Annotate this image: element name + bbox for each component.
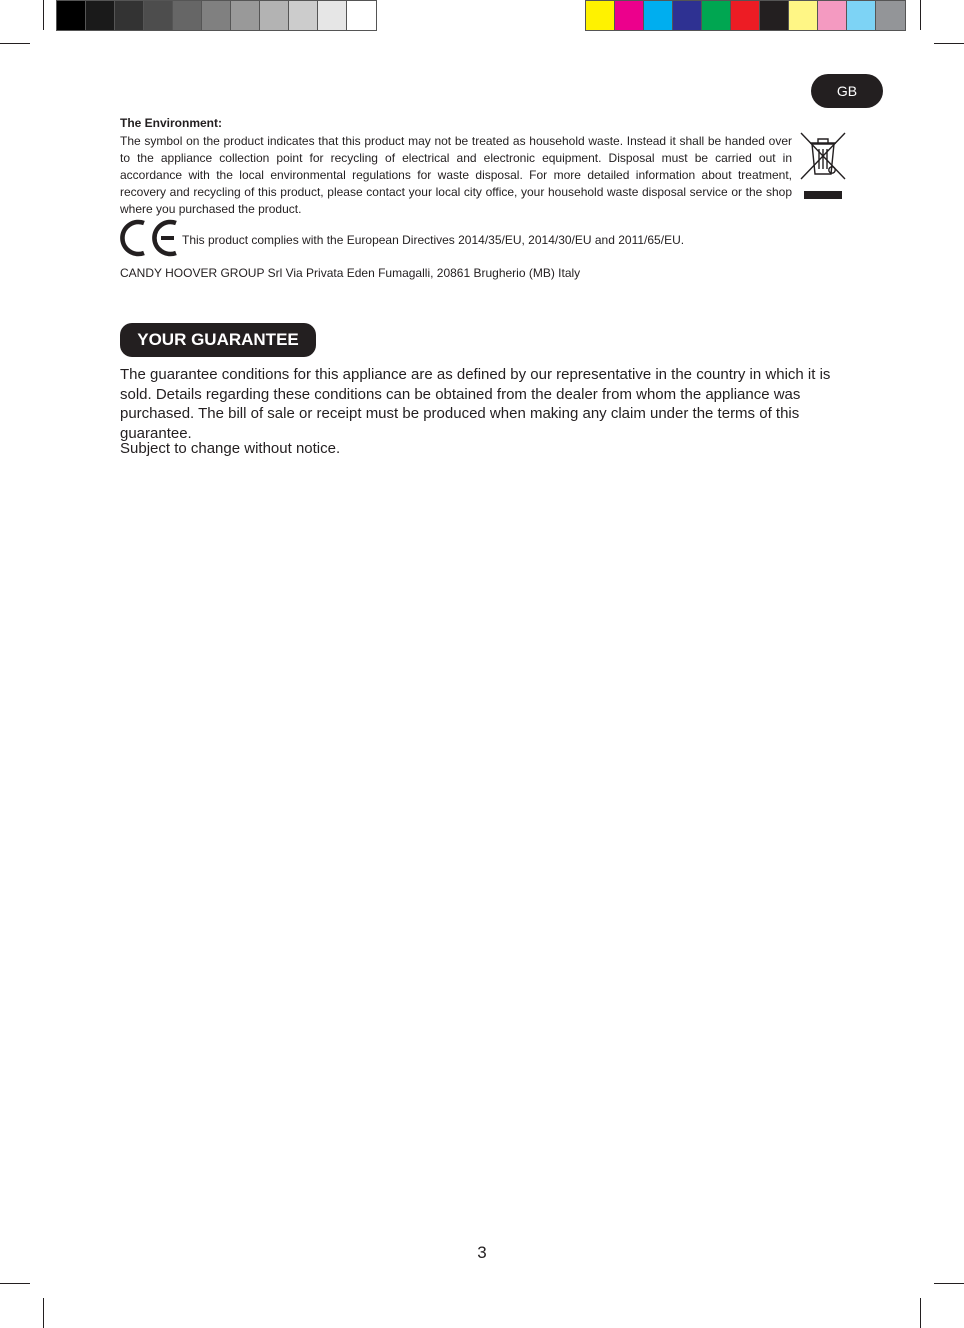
color-calibration-bar <box>585 0 906 31</box>
color-swatch <box>818 1 847 30</box>
environment-heading: The Environment: <box>120 116 223 130</box>
color-swatch <box>347 1 376 30</box>
color-swatch <box>173 1 202 30</box>
language-badge: GB <box>811 74 883 108</box>
crop-mark <box>0 43 30 44</box>
crop-mark <box>0 1283 30 1284</box>
color-swatch <box>847 1 876 30</box>
crop-mark <box>920 1298 921 1328</box>
compliance-text: This product complies with the European Directives 2014/35/EU, 2014/30/EU and 2011/65/EU. <box>182 233 685 247</box>
color-swatch <box>202 1 231 30</box>
color-swatch <box>673 1 702 30</box>
color-swatch <box>86 1 115 30</box>
color-swatch <box>260 1 289 30</box>
color-swatch <box>644 1 673 30</box>
page-number: 3 <box>477 1243 487 1262</box>
color-swatch <box>760 1 789 30</box>
color-swatch <box>289 1 318 30</box>
color-swatch <box>586 1 615 30</box>
grayscale-calibration-bar <box>56 0 377 31</box>
color-swatch <box>318 1 347 30</box>
crop-mark <box>934 1283 964 1284</box>
crop-mark <box>43 1298 44 1328</box>
color-swatch <box>144 1 173 30</box>
color-swatch <box>731 1 760 30</box>
crop-mark <box>43 0 44 30</box>
color-swatch <box>702 1 731 30</box>
color-swatch <box>789 1 818 30</box>
crop-mark <box>920 0 921 30</box>
company-address: CANDY HOOVER GROUP Srl Via Privata Eden Fumagalli, 20861 Brugherio (MB) Italy <box>120 266 581 280</box>
color-swatch <box>615 1 644 30</box>
ce-mark-icon <box>119 218 179 258</box>
guarantee-heading: YOUR GUARANTEE <box>120 323 316 357</box>
color-swatch <box>57 1 86 30</box>
color-swatch <box>231 1 260 30</box>
change-notice: Subject to change without notice. <box>120 440 341 457</box>
crossed-bin-icon <box>797 130 849 202</box>
crop-mark <box>934 43 964 44</box>
environment-body: The symbol on the product indicates that this product may not be treated as household waste. Instead it shall be handed over to the appliance collection point for recycling of electrical and electronic equipment. Disposal must be carried out in accordance with the local environmental regulations for waste disposal. For more detailed information about treatment, recovery and recycling of this product, please contact your local city office, your household waste disposal service or the shop where you purchased the product. <box>120 134 792 216</box>
guarantee-body: The guarantee conditions for this appliance are as defined by our representative in the country in which it is sold. Details regarding these conditions can be obtained from the dealer from whom the appliance was purchased. The bill of sale or receipt must be produced when making any claim under the terms of this guarantee. <box>120 366 831 442</box>
color-swatch <box>876 1 905 30</box>
color-swatch <box>115 1 144 30</box>
